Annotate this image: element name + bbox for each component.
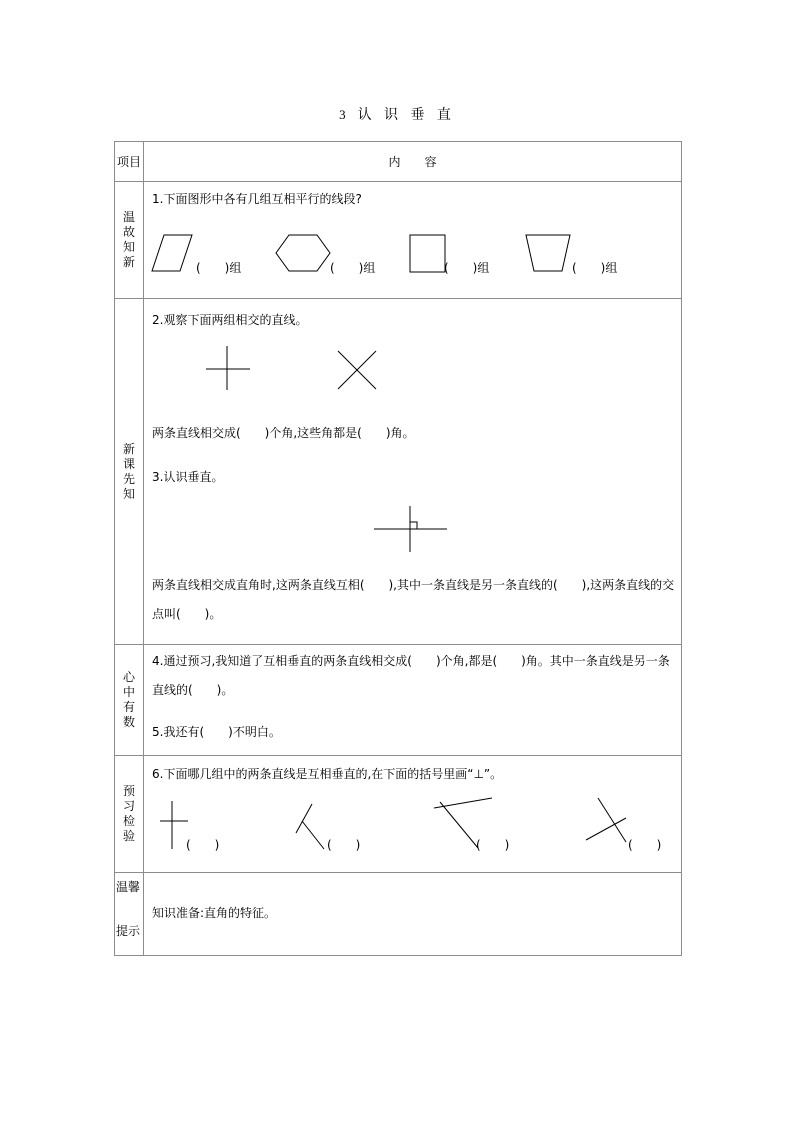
question-6: 6.下面哪几组中的两条直线是互相垂直的,在下面的括号里画“⊥”。	[152, 767, 503, 781]
tip-label-line-1: 温馨	[116, 880, 141, 894]
tip-row	[115, 873, 682, 956]
tip-text: 知识准备:直角的特征。	[152, 906, 277, 920]
question-2-fill: 两条直线相交成( )个角,这些角都是( )角。	[152, 426, 415, 440]
parallelogram-shape	[150, 234, 198, 274]
tip-label-line-2: 提示	[116, 924, 141, 938]
option-1-answer[interactable]: ( )	[186, 838, 220, 852]
review-row	[115, 182, 682, 299]
trapezoid-shape	[524, 234, 574, 274]
page-title	[0, 104, 794, 124]
header-item-label: 项目	[115, 142, 144, 182]
cross-lines-figure	[204, 344, 254, 394]
square-shape	[409, 234, 449, 274]
option-3-answer[interactable]: ( )	[476, 838, 510, 852]
perpendicular-lines-figure	[372, 504, 452, 554]
hexagon-shape	[274, 234, 334, 274]
option-2-answer[interactable]: ( )	[327, 838, 361, 852]
question-3-fill: 两条直线相交成直角时,这两条直线互相( ),其中一条直线是另一条直线的( ),这两条直线的交点叫( )。	[152, 578, 675, 621]
question-2: 2.观察下面两组相交的直线。	[152, 313, 308, 327]
question-1: 1.下面图形中各有几组互相平行的线段?	[152, 192, 362, 206]
header-row	[115, 142, 682, 182]
new-lesson-row	[115, 299, 682, 645]
x-lines-figure	[336, 349, 381, 394]
new-lesson-label: 新课先知	[115, 299, 144, 645]
reflection-row	[115, 645, 682, 756]
header-content-label: 内 容	[144, 142, 682, 182]
review-label: 温故知新	[115, 182, 144, 299]
hexagon-answer[interactable]: ( )组	[330, 261, 376, 275]
option-4-answer[interactable]: ( )	[628, 838, 662, 852]
reflection-content	[144, 645, 682, 756]
new-lesson-content	[144, 299, 682, 645]
parallelogram-answer[interactable]: ( )组	[196, 261, 242, 275]
question-4: 4.通过预习,我知道了互相垂直的两条直线相交成( )个角,都是( )角。其中一条直线是另一条直线的( )。	[152, 654, 670, 697]
tip-content	[144, 873, 682, 956]
square-answer[interactable]: ( )组	[444, 261, 490, 275]
check-label: 预习检验	[115, 756, 144, 873]
review-content	[144, 182, 682, 299]
check-row	[115, 756, 682, 873]
tip-label	[115, 873, 144, 956]
check-content	[144, 756, 682, 873]
reflection-label: 心中有数	[115, 645, 144, 756]
question-5: 5.我还有( )不明白。	[152, 725, 281, 739]
option-4-figure	[584, 796, 634, 852]
trapezoid-answer[interactable]: ( )组	[572, 261, 618, 275]
worksheet-table	[114, 141, 682, 956]
question-3: 3.认识垂直。	[152, 470, 224, 484]
lesson-number: 3	[339, 107, 350, 122]
lesson-title: 认 识 垂 直	[357, 107, 455, 123]
